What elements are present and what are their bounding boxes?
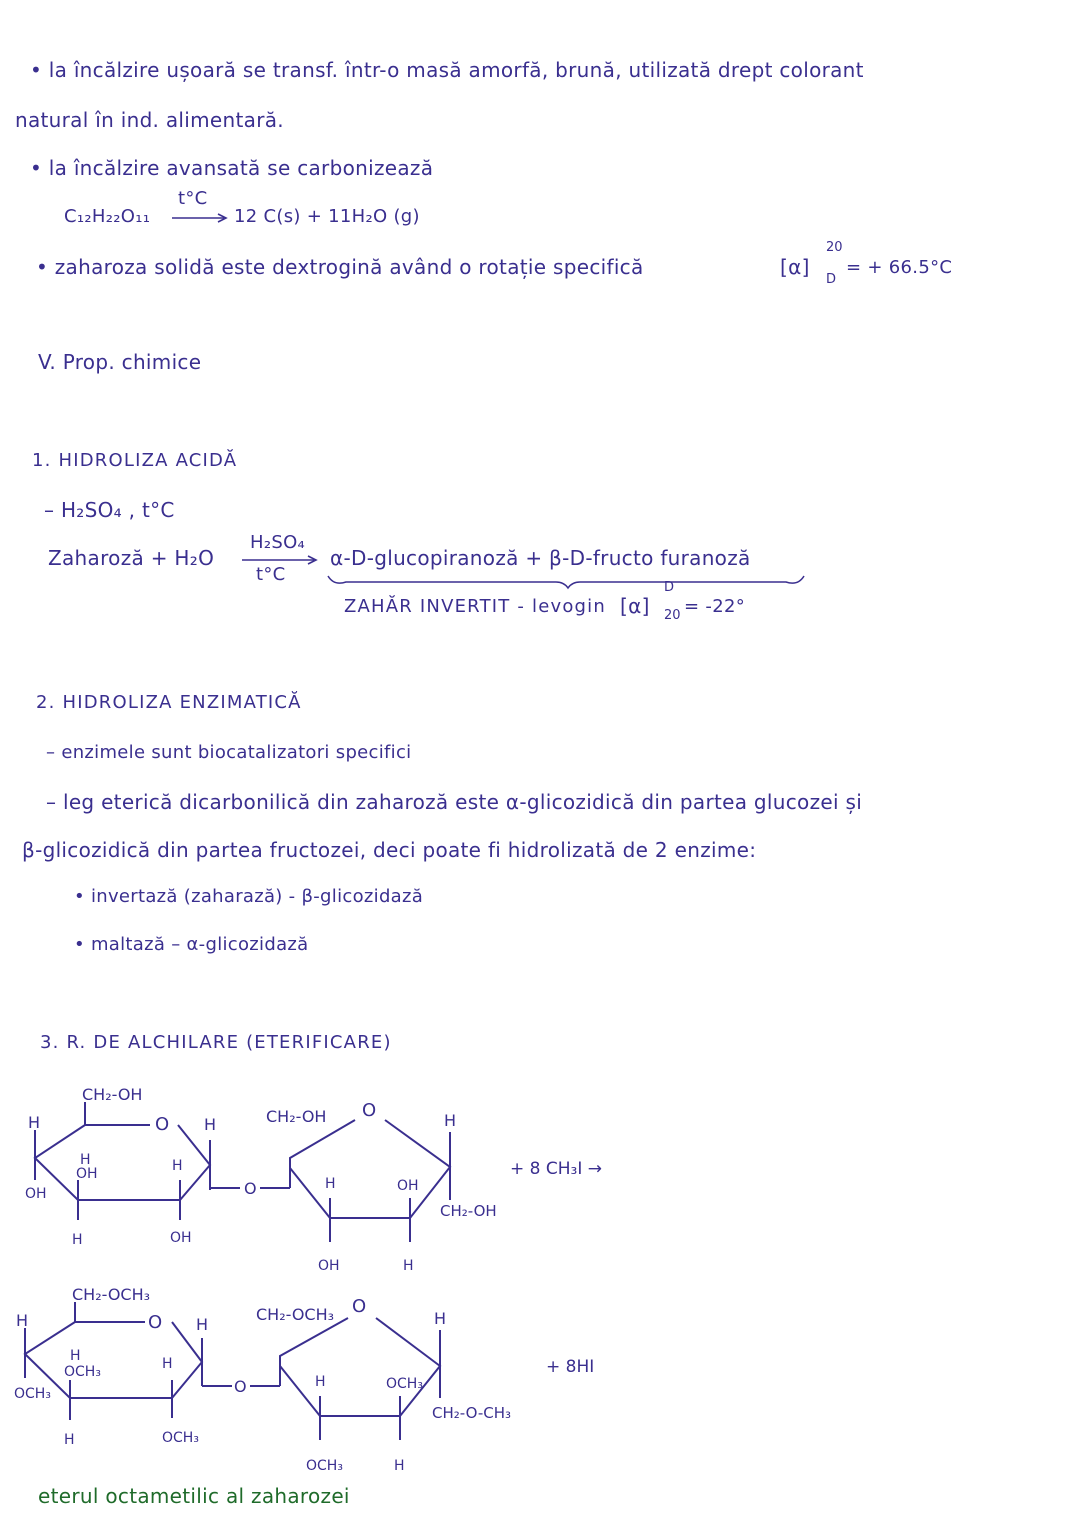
- eq1-arrow: [170, 210, 230, 226]
- s2-h-inner-f: H: [315, 1374, 326, 1390]
- s2-ch2och3-f2: CH₂-O-CH₃: [432, 1404, 511, 1422]
- rotation-symbol: [α]: [780, 255, 810, 279]
- rotation-value: = + 66.5°C: [846, 257, 953, 278]
- s1-h-bottom: H: [72, 1232, 83, 1248]
- s1-reactants: Zaharoză + H₂O: [48, 546, 215, 570]
- s2-h-inner: H: [162, 1356, 173, 1372]
- line-natural-colorant: natural în ind. alimentară.: [15, 108, 284, 132]
- s1-catalyst: H₂SO₄: [250, 532, 306, 553]
- s1-temperature: t°C: [256, 564, 286, 585]
- s1-rotation-value: = -22°: [684, 596, 746, 617]
- s2-h-right-g: H: [196, 1315, 209, 1334]
- octamethyl-ether-structure: [0, 1270, 720, 1480]
- s2-ch2och3-g: CH₂-OCH₃: [72, 1285, 151, 1304]
- s1-oh-inner: OH: [76, 1166, 98, 1182]
- caption-octamethyl-ether: eterul octametilic al zaharozei: [38, 1484, 350, 1508]
- sucrose-structure: [0, 1070, 720, 1280]
- s3-title: 3. R. DE ALCHILARE (ETERIFICARE): [40, 1032, 392, 1053]
- s1-ch2oh-f2: CH₂-OH: [440, 1202, 497, 1220]
- s1-invert-sugar: ZAHĂR INVERTIT - levogin: [344, 596, 606, 617]
- s1-h-inner: H: [172, 1158, 183, 1174]
- eq1-reactant: C₁₂H₂₂O₁₁: [64, 206, 151, 227]
- s1-ch2oh-f: CH₂-OH: [266, 1107, 327, 1126]
- s1-products: α-D-glucopiranoză + β-D-fructo furanoză: [330, 546, 751, 570]
- s2-och3-bottom-f: OCH₃: [306, 1458, 343, 1474]
- s2-h-och3: H: [70, 1348, 81, 1364]
- s2-h-left: H: [16, 1311, 29, 1330]
- s1-h-left: H: [28, 1113, 41, 1132]
- s1-h-top-f: H: [444, 1111, 457, 1130]
- line-carbonization: • la încălzire avansată se carbonizează: [30, 156, 434, 180]
- s1-oh-inner-f: OH: [397, 1178, 419, 1194]
- s2-bond-line: – leg eterică dicarbonilică din zaharoză este α-glicozidică din partea glucozei și: [46, 790, 863, 814]
- s2-enzyme-invertase: • invertază (zaharază) - β-glicozidază: [74, 886, 424, 907]
- eq1-products: 12 C(s) + 11H₂O (g): [234, 206, 420, 227]
- s1-rotation-sub: 20: [664, 608, 681, 623]
- line-brown-mass: • la încălzire ușoară se transf. într-o masă amorfă, brună, utilizată drept colorant: [30, 58, 864, 82]
- s2-h-bottom: H: [64, 1432, 75, 1448]
- s2-och3-inner-f: OCH₃: [386, 1376, 423, 1392]
- s1-ch2oh-g: CH₂-OH: [82, 1085, 143, 1104]
- s2-o-ring-f: O: [352, 1296, 367, 1317]
- s2-title: 2. HIDROLIZA ENZIMATICĂ: [36, 692, 302, 713]
- s2-byproduct: + 8HI: [546, 1357, 595, 1377]
- s1-o-ring-g: O: [155, 1114, 170, 1135]
- s1-underbrace: [326, 572, 806, 590]
- s2-enzyme-maltase: • maltază – α-glicozidază: [74, 934, 309, 955]
- s1-h-bottom-f: H: [403, 1258, 414, 1274]
- s1-h-oh: H: [80, 1152, 91, 1168]
- s1-o-bridge: O: [244, 1179, 257, 1198]
- eq1-condition: t°C: [178, 188, 208, 209]
- s2-och3-inner: OCH₃: [64, 1364, 101, 1380]
- section-title-chemical-props: V. Prop. chimice: [38, 350, 202, 374]
- s1-rotation-sup: D: [664, 580, 675, 595]
- s2-o-ring-g: O: [148, 1312, 163, 1333]
- s1-rotation-symbol: [α]: [620, 594, 650, 618]
- rotation-subscript: D: [826, 272, 837, 287]
- s1-oh-left: OH: [25, 1186, 47, 1202]
- s1-oh-bottom-f: OH: [318, 1258, 340, 1274]
- line-specific-rotation: • zaharoza solidă este dextrogină având o rotație specifică: [36, 255, 644, 279]
- s1-h-right-g: H: [204, 1115, 217, 1134]
- s2-och3-bottom: OCH₃: [162, 1430, 199, 1446]
- rotation-superscript: 20: [826, 240, 843, 255]
- s1-oh-bottom: OH: [170, 1230, 192, 1246]
- s1-o-ring-f: O: [362, 1100, 377, 1121]
- s2-o-bridge: O: [234, 1377, 247, 1396]
- s2-och3-left: OCH₃: [14, 1386, 51, 1402]
- s2-enzymes-line: – enzimele sunt biocatalizatori specifici: [46, 742, 412, 763]
- s1-title: 1. HIDROLIZA ACIDĂ: [32, 450, 238, 471]
- s1-reagent: + 8 CH₃I →: [510, 1159, 602, 1179]
- s1-conditions: – H₂SO₄ , t°C: [44, 498, 175, 522]
- s1-h-inner-f: H: [325, 1176, 336, 1192]
- s2-ch2och3-f: CH₂-OCH₃: [256, 1305, 335, 1324]
- s2-two-enzymes-line: β-glicozidică din partea fructozei, deci poate fi hidrolizată de 2 enzime:: [22, 838, 757, 862]
- s2-h-top-f: H: [434, 1309, 447, 1328]
- s2-h-bottom-f: H: [394, 1458, 405, 1474]
